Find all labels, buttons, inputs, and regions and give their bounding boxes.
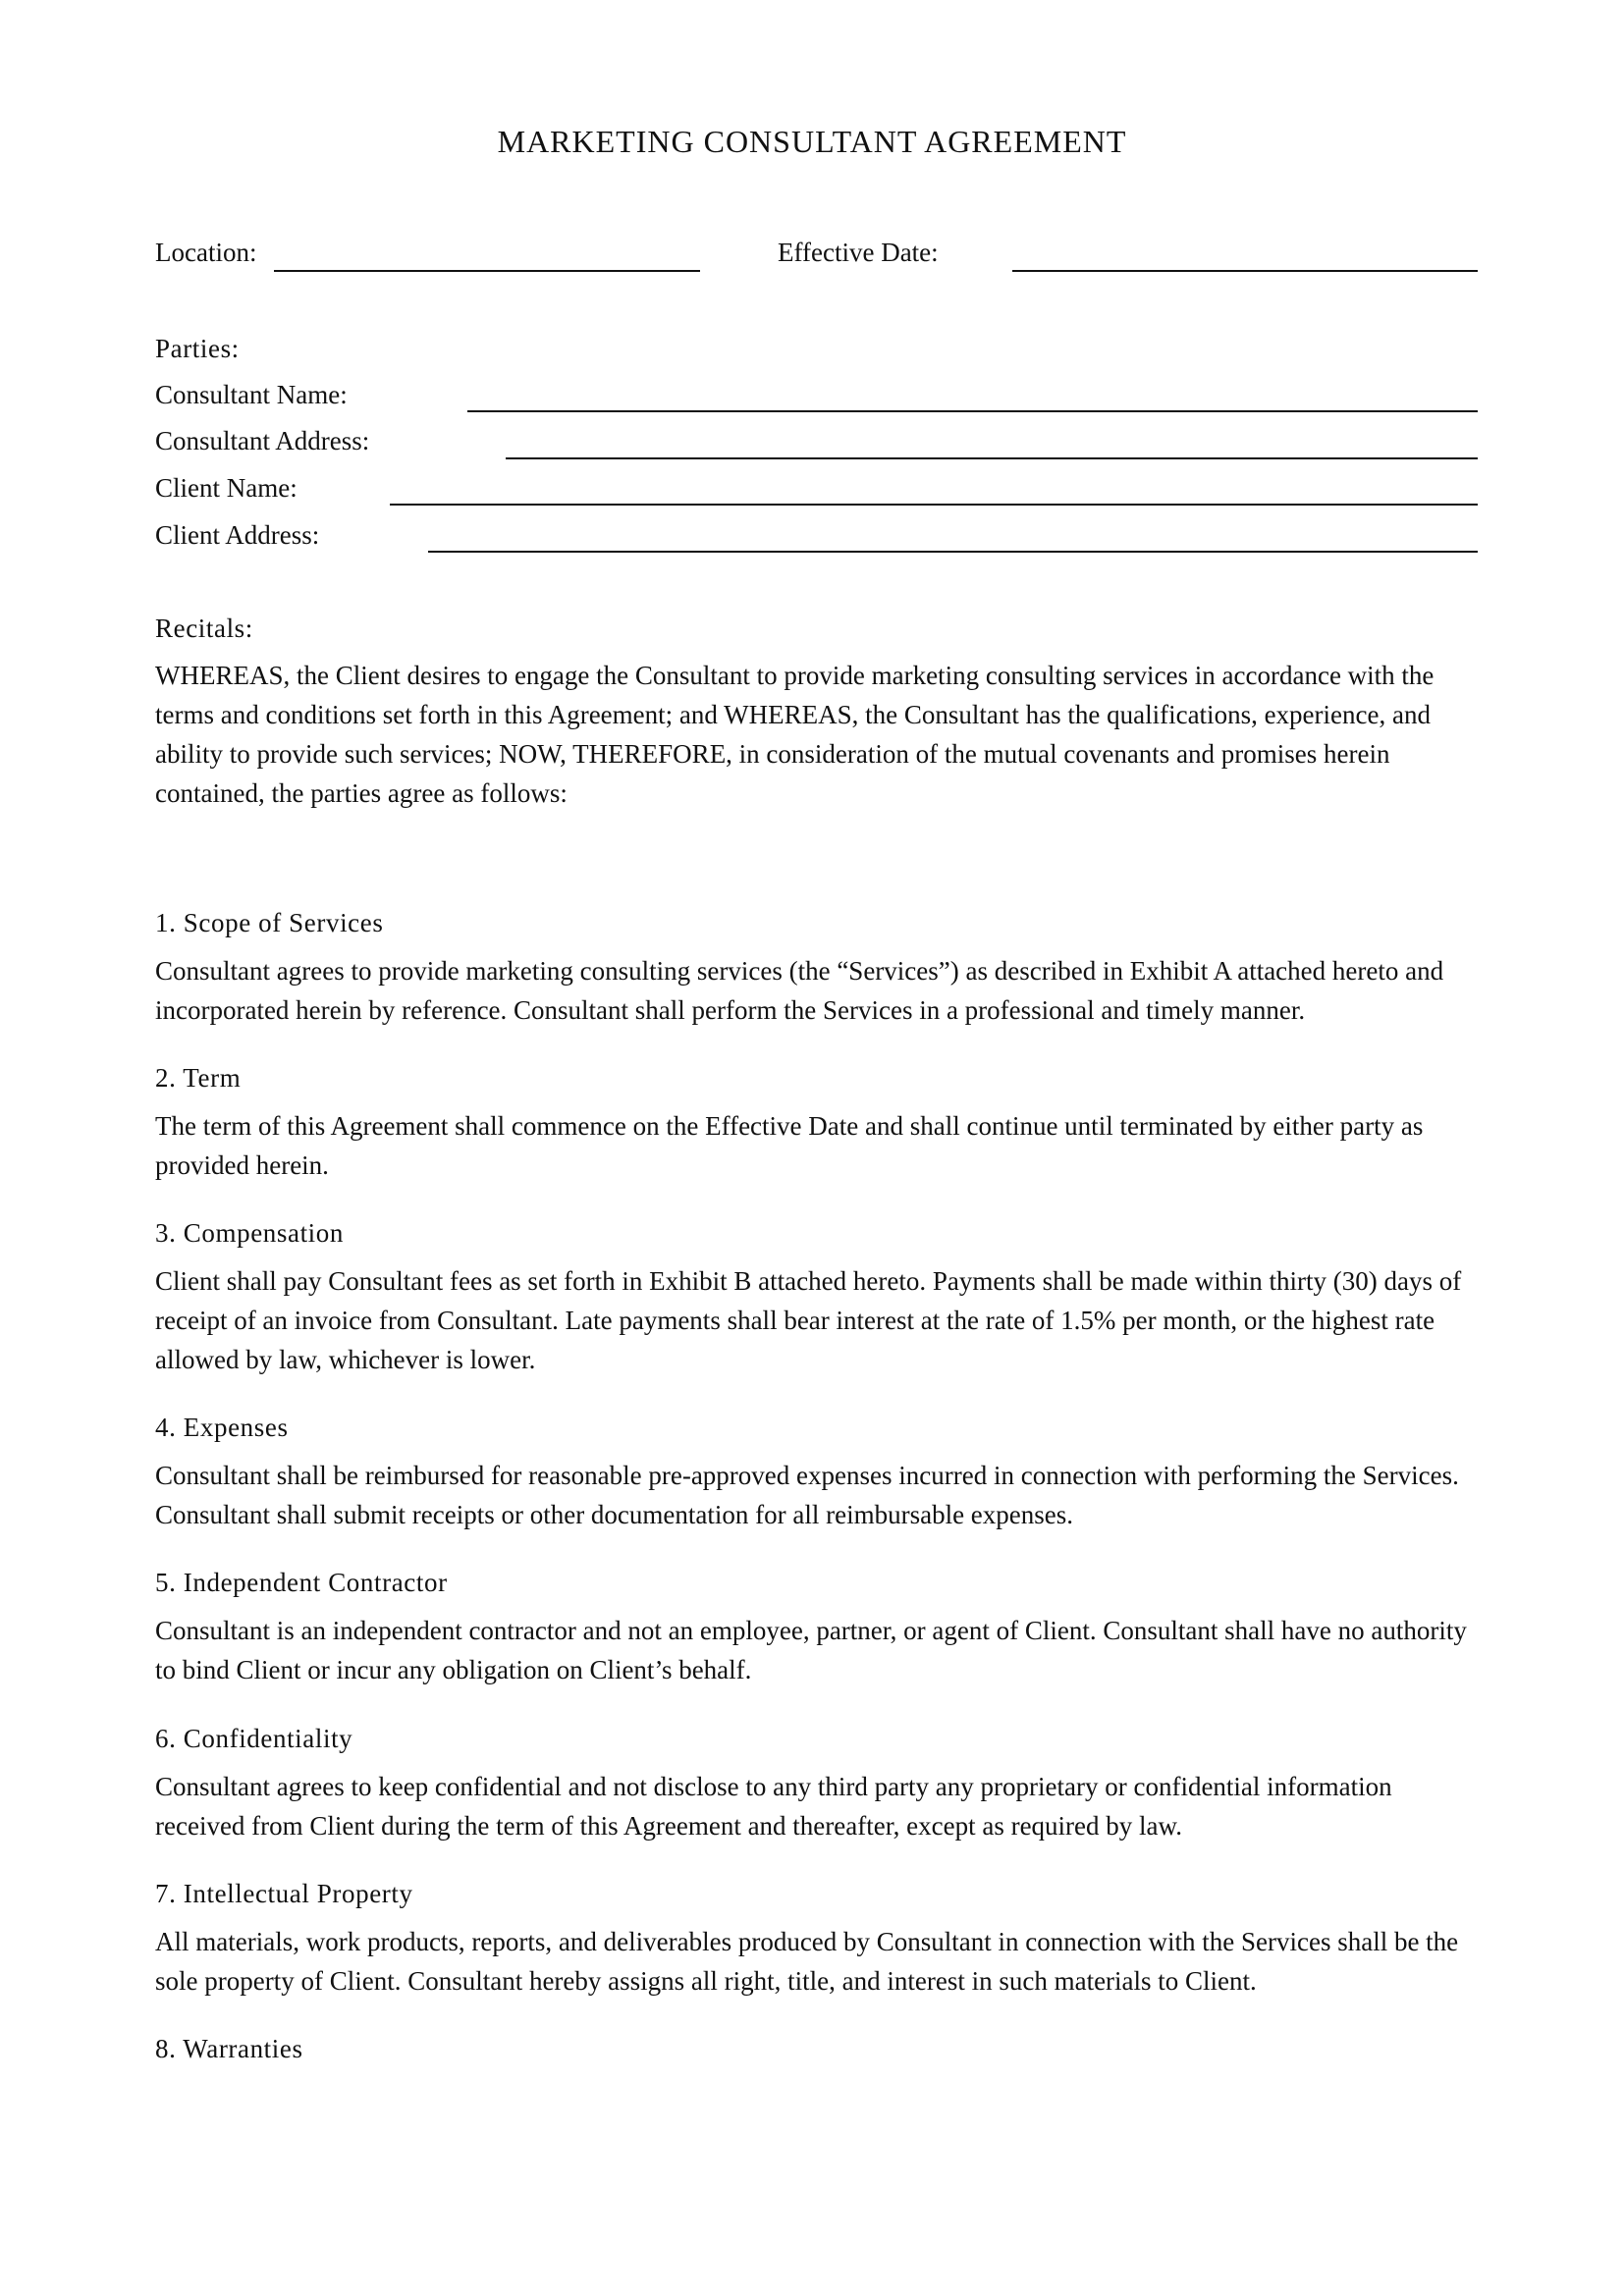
- section-7-text: All materials, work products, reports, and deliverables produced by Consultant in connection with the Services shall be the sole property of Client. Consultant hereby assigns all right, title, and interest in such materials to Client.: [155, 1927, 1459, 1996]
- client-name-field[interactable]: [390, 504, 1478, 506]
- section-1-text: Consultant agrees to provide marketing consulting services (the “Services”) as described in Exhibit A attached hereto and incorporated herein by reference. Consultant shall perform the Services in a professional and timely manner.: [155, 956, 1444, 1025]
- section-5-heading: 5. Independent Contractor: [155, 1568, 448, 1597]
- section-8-heading: 8. Warranties: [155, 2034, 303, 2063]
- effective-date-field[interactable]: [1012, 270, 1478, 272]
- location-label: Location:: [155, 238, 257, 267]
- client-name-label: Client Name:: [155, 473, 298, 503]
- consultant-address-label: Consultant Address:: [155, 426, 370, 455]
- document-title: MARKETING CONSULTANT AGREEMENT: [497, 124, 1127, 159]
- client-address-field[interactable]: [428, 551, 1478, 553]
- section-4-text: Consultant shall be reimbursed for reasonable pre-approved expenses incurred in connection with performing the Services. Consultant shall submit receipts or other documentation for all reimbursable expenses.: [155, 1461, 1459, 1529]
- effective-date-label: Effective Date:: [778, 238, 939, 267]
- section-3-text: Client shall pay Consultant fees as set forth in Exhibit B attached hereto. Payments shall be made within thirty (30) days of receipt of an invoice from Consultant. Late payments shall bear interest at the rate of 1.5% per month, or the highest rate allowed by law, whichever is lower.: [155, 1266, 1462, 1374]
- section-6-heading: 6. Confidentiality: [155, 1724, 353, 1753]
- parties-heading: Parties:: [155, 334, 240, 363]
- section-5-text: Consultant is an independent contractor and not an employee, partner, or agent of Client. Consultant shall have no authority to bind Client or incur any obligation on Client’s behalf.: [155, 1616, 1467, 1684]
- section-7-heading: 7. Intellectual Property: [155, 1879, 413, 1908]
- section-6-text: Consultant agrees to keep confidential and not disclose to any third party any proprietary or confidential information received from Client during the term of this Agreement and thereafter, except as required by law.: [155, 1772, 1392, 1841]
- section-1-heading: 1. Scope of Services: [155, 908, 384, 937]
- consultant-name-label: Consultant Name:: [155, 380, 348, 409]
- section-3-heading: 3. Compensation: [155, 1218, 344, 1248]
- section-2-text: The term of this Agreement shall commence on the Effective Date and shall continue until terminated by either party as provided herein.: [155, 1111, 1424, 1180]
- recitals-heading: Recitals:: [155, 614, 253, 643]
- section-2-heading: 2. Term: [155, 1063, 242, 1093]
- section-4-heading: 4. Expenses: [155, 1413, 289, 1442]
- recitals-text: WHEREAS, the Client desires to engage the Consultant to provide marketing consulting services in accordance with the terms and conditions set forth in this Agreement; and WHEREAS, the Consultant has the qualifications, experience, and ability to provide such services; NOW, THEREFORE, in consideration of the mutual covenants and promises herein contained, the parties agree as follows:: [155, 661, 1435, 808]
- location-field[interactable]: [274, 270, 700, 272]
- consultant-name-field[interactable]: [467, 410, 1478, 412]
- client-address-label: Client Address:: [155, 520, 320, 550]
- consultant-address-field[interactable]: [506, 457, 1478, 459]
